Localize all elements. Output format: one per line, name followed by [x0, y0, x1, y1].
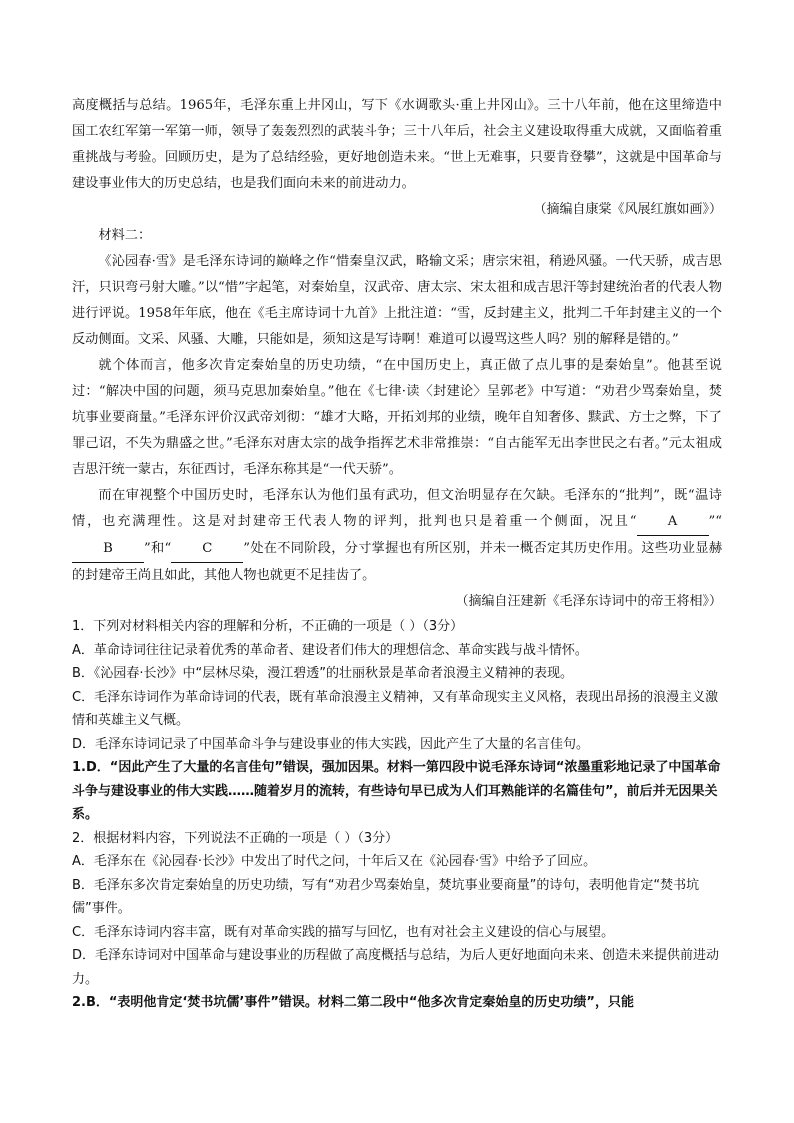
- material2-paragraph-2: 就个体而言，他多次肯定秦始皇的历史功绩，“在中国历史上，真正做了点儿事的是秦始皇”。他甚至说过：“解决中国的问题，须马克思加秦始皇。”他在《七律·读〈封建论〉呈郭老》中写道：“劝君少骂秦始皇，焚坑事业要商量。”毛泽东评价汉武帝刘彻：“雄才大略，开拓刘邦的业绩，晚年自知奢侈、黩武、方士之弊，下了罪己诏，不失为鼎盛之世。”毛泽东对唐太宗的战争指挥艺术非常推崇：“自古能军无出李世民之右者。”元太祖成吉思汗统一蒙古，东征西讨，毛泽东称其是“一代天骄”。: [72, 358, 722, 477]
- question-1-stem: 1．下列对材料相关内容的理解和分析，不正确的一项是（ ）（3分）: [72, 619, 464, 634]
- question-1-option-c: C．毛泽东诗词作为革命诗词的代表，既有革命浪漫主义精神，又有革命现实主义风格，表现出昂扬的浪漫主义激情和英雄主义气概。: [72, 689, 719, 728]
- paragraph-3-text-a: 而在审视整个中国历史时，毛泽东认为他们虽有武功，但文治明显存在欠缺。毛泽东的“批判”，既“温诗情，也充满理性。这是对封建帝王代表人物的评判，批判也只是着重一个侧面，况且: [72, 488, 722, 529]
- question-2-answer: 2.B．“表明他肯定‘焚书坑儒’事件”错误。材料二第二段中“他多次肯定秦始皇的历史功绩”，只能: [72, 995, 634, 1010]
- blank-b: B: [72, 536, 144, 563]
- paragraph-3-separator-2: ”和“: [144, 541, 172, 556]
- question-2-option-c: C．毛泽东诗词内容丰富，既有对革命实践的描写与回忆，也有对社会主义建设的信心与展望。: [72, 924, 615, 940]
- question-1-option-b: B．《沁园春·长沙》中“层林尽染，漫江碧透”的壮丽秋景是革命者浪漫主义精神的表现。: [72, 666, 574, 681]
- question-2-stem: 2．根据材料内容，下列说法不正确的一项是（ ）（3分）: [72, 830, 399, 846]
- material1-paragraph: 高度概括与总结。1965年，毛泽东重上井冈山，写下《水调歌头·重上井冈山》。三十八年前，他在这里缔造中国工农红军第一军第一师，领导了轰轰烈烈的武装斗争；三十八年后，社会主义建设取得重大成就，又面临着重重挑战与考验。回顾历史，是为了总结经验，更好地创造未来。“世上无难事，只要肯登攀”，这就是中国革命与建设事业伟大的历史总结，也是我们面向未来的前进动力。: [72, 98, 722, 191]
- question-1-answer: 1.D．“因此产生了大量的名言佳句”错误，强加因果。材料一第四段中说毛泽东诗词“浓墨重彩地记录了中国革命斗争与建设事业的伟大实践……随着岁月的流转，有些诗句早已成为人们耳熟能详的名篇佳句”，前后并无因果关系。: [72, 760, 721, 822]
- material2-paragraph-3: 而在审视整个中国历史时，毛泽东认为他们虽有武功，但文治明显存在欠缺。毛泽东的“批判”，既“温诗情，也充满理性。这是对封建帝王代表人物的评判，批判也只是着重一个侧面，况且“ A ”“B ”和“ C ”处在不同阶段，分寸掌握也有所区别，并未一概否定其历史作用。这些功业显赫的封建帝王尚且如此，其他人物也就更不足挂齿了。: [72, 488, 723, 583]
- material1-source: （摘编自康棠《风展红旗如画》）: [533, 202, 722, 217]
- blank-a: A: [637, 509, 709, 536]
- question-2-option-a: A．毛泽东在《沁园春·长沙》中发出了时代之问，十年后又在《沁园春·雪》中给予了回应。: [72, 854, 597, 869]
- material2-source: （摘编自汪建新《毛泽东诗词中的帝王将相》）: [455, 594, 722, 609]
- paragraph-3-text-b: ”处在不同阶段，分寸掌握也有所区别，并未一概否定其历史作用。这些功业显赫的封建帝王尚且如此，其他人物也就更不足挂齿了。: [72, 541, 723, 583]
- question-1-option-a: A．革命诗词往往记录着优秀的革命者、建设者们伟大的理想信念、革命实践与战斗情怀。: [72, 642, 588, 658]
- material2-heading: 材料二：: [98, 228, 152, 243]
- material2-paragraph-1: 《沁园春·雪》是毛泽东诗词的巅峰之作“惜秦皇汉武，略输文采；唐宗宋祖，稍逊风骚。一代天骄，成吉思汗，只识弯弓射大雕。”以“惜”字起笔，对秦始皇，汉武帝、唐太宗、宋太祖和成吉思汗等封建统治者的代表人物进行评说。1958年年底，他在《毛主席诗词十九首》上批注道：“雪，反封建主义，批判二千年封建主义的一个反动侧面。文采、风骚、大雕，只能如是，须知这是写诗啊！难道可以谩骂这些人吗？别的解释是错的。”: [72, 254, 722, 347]
- blank-c: C: [171, 536, 243, 563]
- question-1-option-d: D．毛泽东诗词记录了中国革命斗争与建设事业的伟大实践，因此产生了大量的名言佳句。: [72, 736, 590, 752]
- question-2-option-b: B．毛泽东多次肯定秦始皇的历史功绩，写有“劝君少骂秦始皇，焚坑事业要商量”的诗句，表明他肯定“焚书坑儒”事件。: [72, 877, 700, 916]
- question-2-option-d: D．毛泽东诗词对中国革命与建设事业的历程做了高度概括与总结，为后人更好地面向未来、创造未来提供前进动力。: [72, 948, 720, 987]
- paragraph-3-separator-1: ”“: [708, 514, 722, 529]
